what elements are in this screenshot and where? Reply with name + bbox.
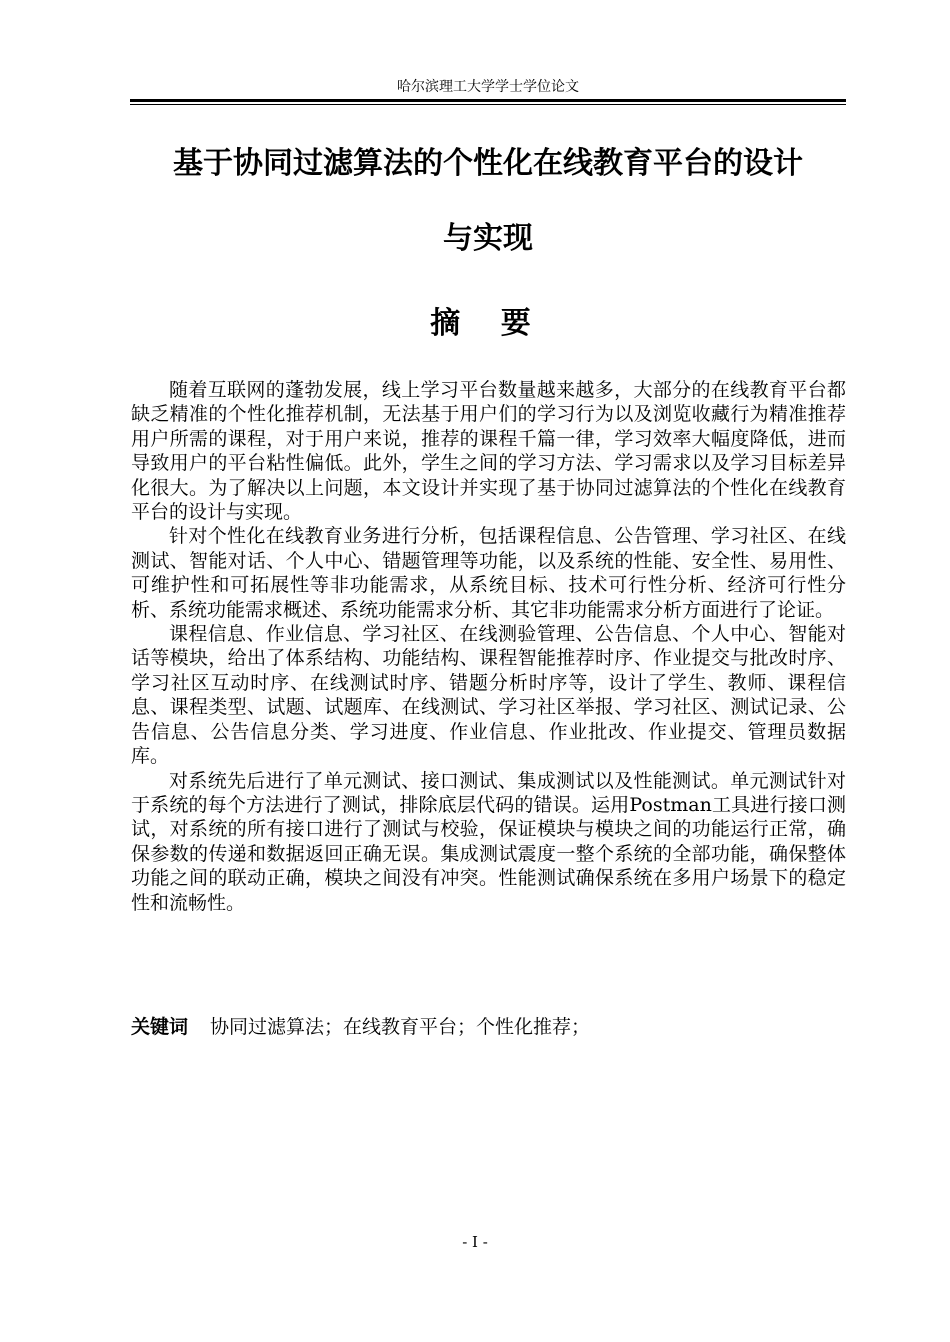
keywords-label: 关键词 <box>131 1016 189 1038</box>
abstract-paragraph-2: 针对个性化在线教育业务进行分析，包括课程信息、公告管理、学习社区、在线测试、智能对话、个人中心、错题管理等功能，以及系统的性能、安全性、易用性、可维护性和可拓展性等非功能需求，从系统目标、技术可行性分析、经济可行性分析、系统功能需求概述、系统功能需求分析、其它非功能需求分析方面进行了论证。 <box>131 525 846 621</box>
keywords-value: 协同过滤算法；在线教育平台；个性化推荐； <box>210 1016 591 1038</box>
abstract-body <box>131 378 846 915</box>
header-rule-thick <box>130 99 846 102</box>
thesis-title-line-1: 基于协同过滤算法的个性化在线教育平台的设计 <box>173 146 803 181</box>
running-header: 哈尔滨理工大学学士学位论文 <box>397 79 579 95</box>
header-rule-thin <box>130 104 846 105</box>
page-number: - I - <box>462 1233 488 1251</box>
abstract-paragraph-4: 对系统先后进行了单元测试、接口测试、集成测试以及性能测试。单元测试针对于系统的每个方法进行了测试，排除底层代码的错误。运用Postman工具进行接口测试，对系统的所有接口进行了测试与校验，保证模块与模块之间的功能运行正常，确保参数的传递和数据返回正确无误。集成测试震度一整个系统的全部功能，确保整体功能之间的联动正确，模块之间没有冲突。性能测试确保系统在多用户场景下的稳定性和流畅性。 <box>131 769 846 914</box>
abstract-paragraph-1: 随着互联网的蓬勃发展，线上学习平台数量越来越多，大部分的在线教育平台都缺乏精准的个性化推荐机制，无法基于用户们的学习行为以及浏览收藏行为精准推荐用户所需的课程，对于用户来说，推荐的课程千篇一律，学习效率大幅度降低，进而导致用户的平台粘性偏低。此外，学生之间的学习方法、学习需求以及学习目标差异化很大。为了解决以上问题，本文设计并实现了基于协同过滤算法的个性化在线教育平台的设计与实现。 <box>131 379 846 524</box>
abstract-heading: 摘 要 <box>430 306 546 341</box>
abstract-paragraph-3: 课程信息、作业信息、学习社区、在线测验管理、公告信息、个人中心、智能对话等模块，给出了体系结构、功能结构、课程智能推荐时序、作业提交与批改时序、学习社区互动时序、在线测试时序、错题分析时序等，设计了学生、教师、课程信息、课程类型、试题、试题库、在线测试、学习社区举报、学习社区、测试记录、公告信息、公告信息分类、学习进度、作业信息、作业批改、作业提交、管理员数据库。 <box>131 623 846 768</box>
keywords-line <box>131 1015 590 1039</box>
thesis-title-line-2: 与实现 <box>443 221 533 256</box>
